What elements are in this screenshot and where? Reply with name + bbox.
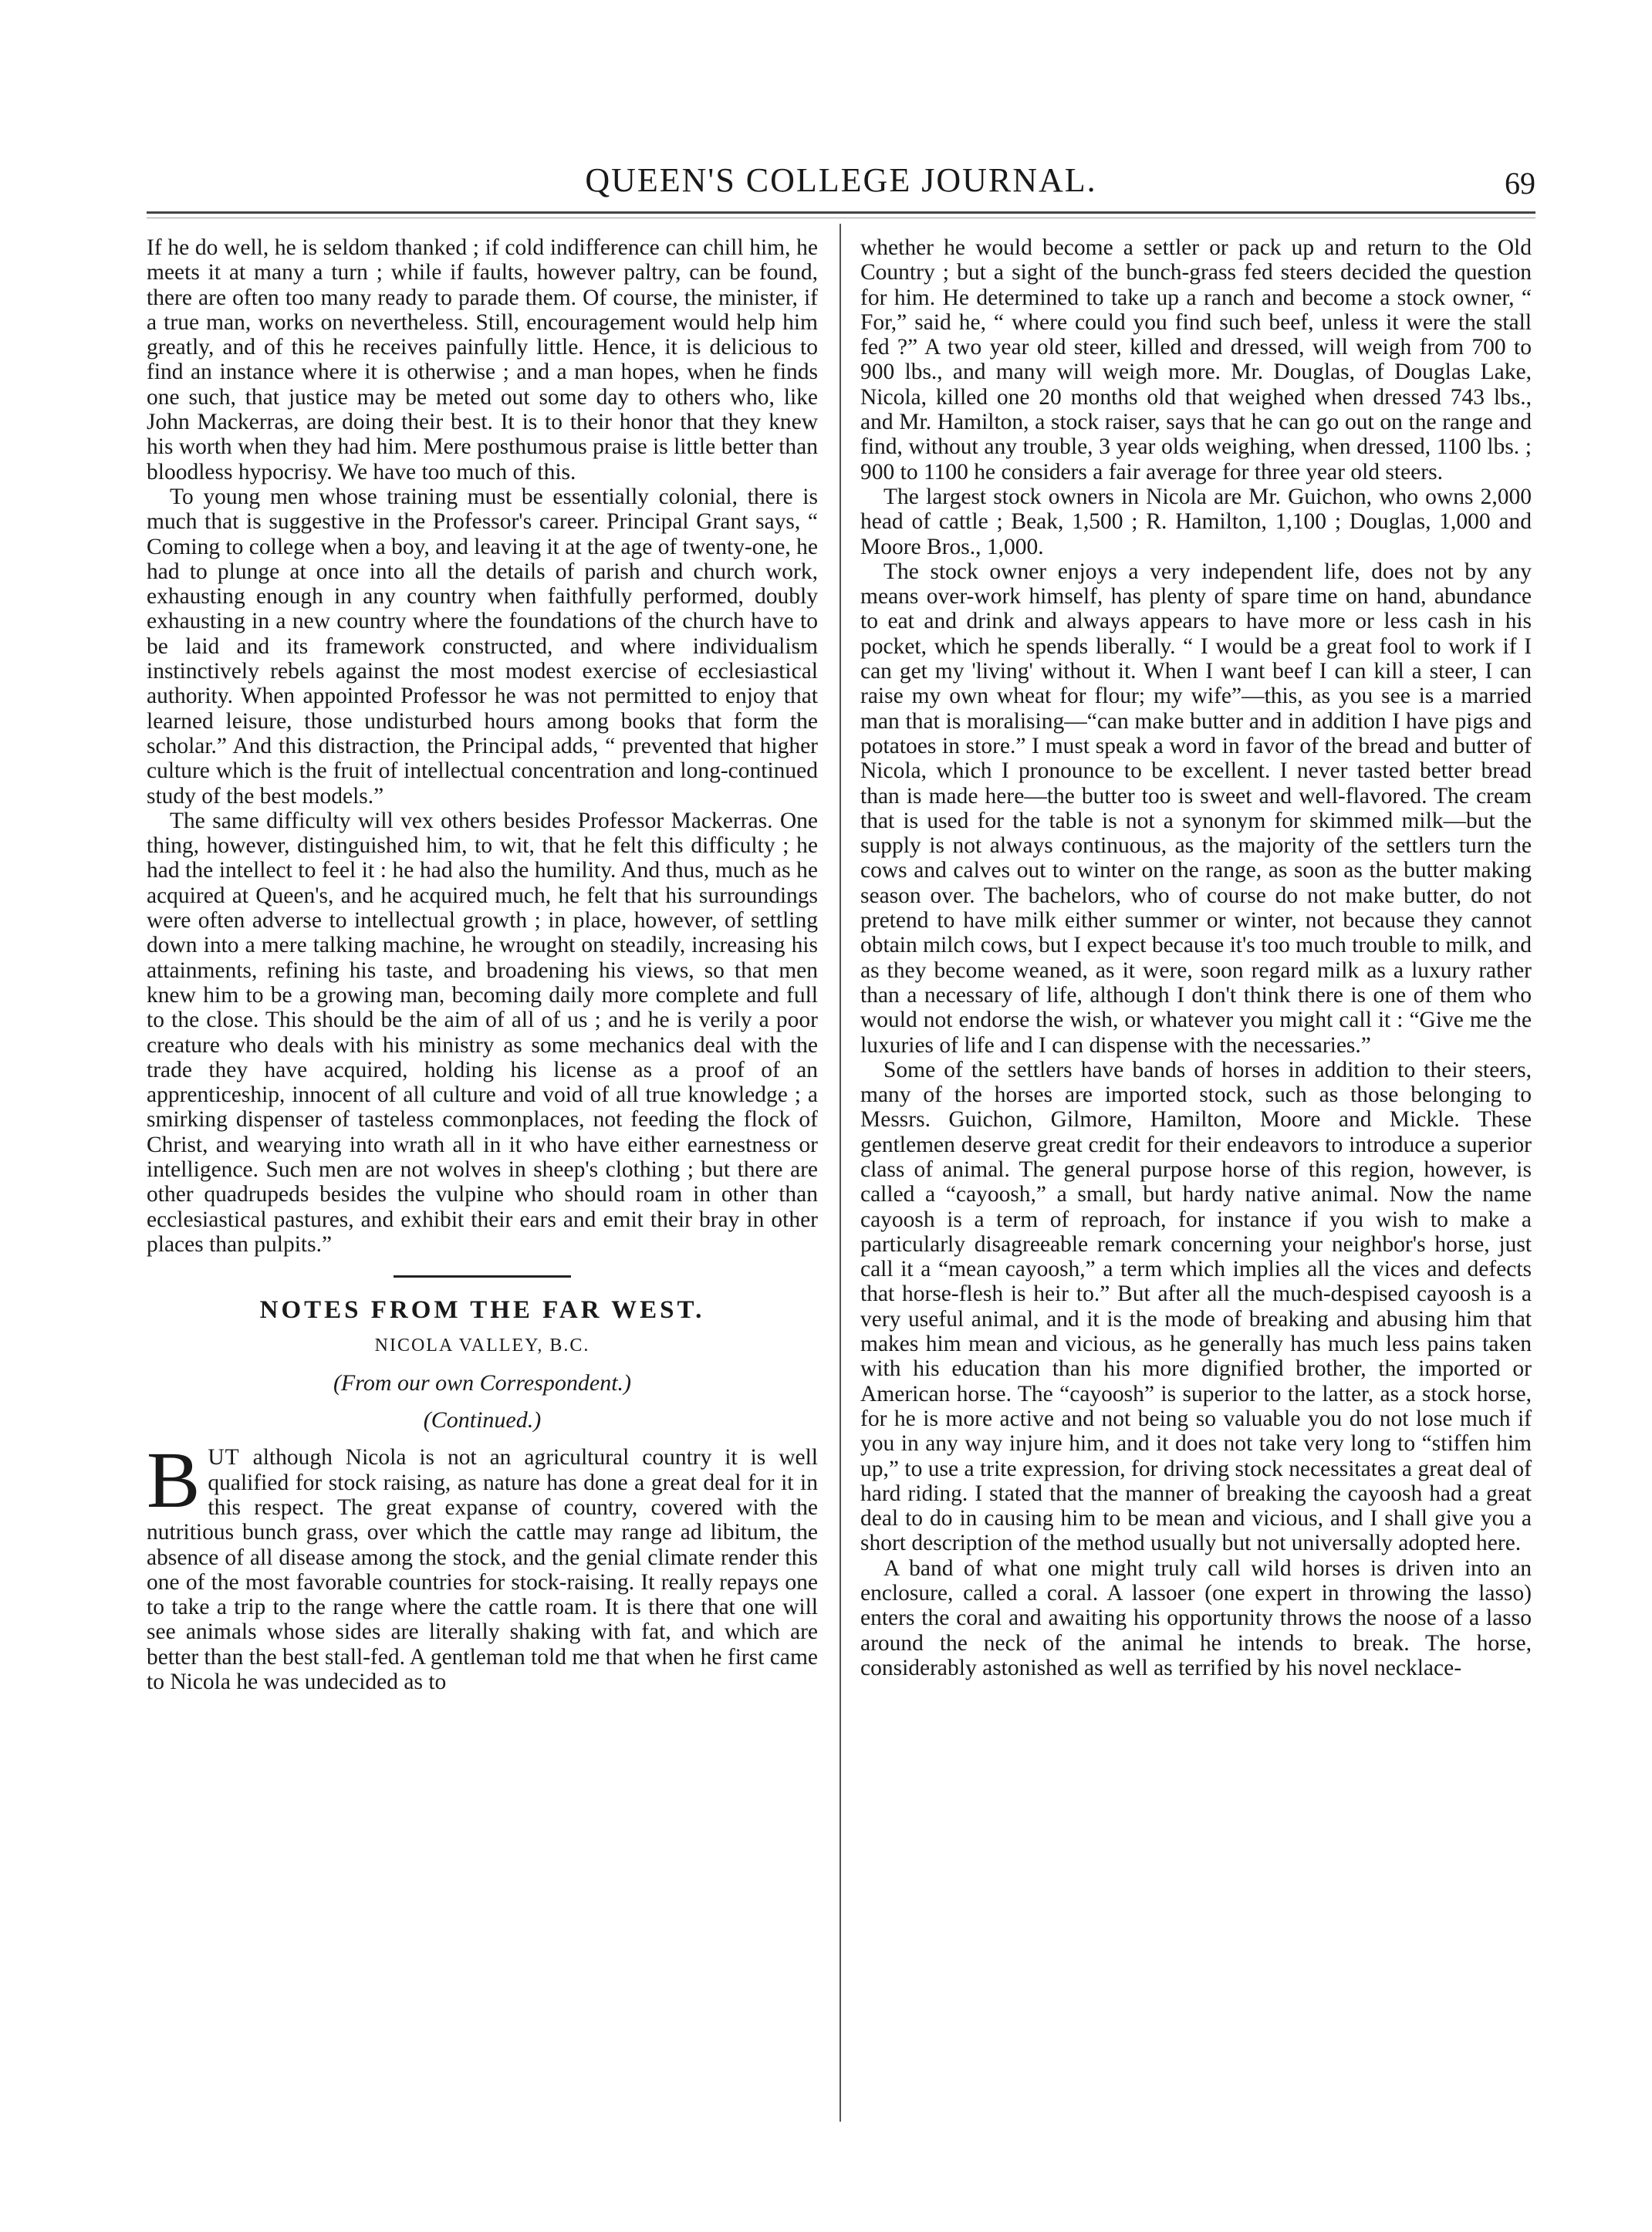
left-column [147,235,818,2180]
article-continued: (Continued.) [423,1407,542,1433]
lead-word: UT [208,1445,240,1471]
paragraph: The stock owner enjoys a very independent life, does not by any means over-work himself, has plenty of spare time on hand, abundance to eat and drink and always appears to have more or less cash in his pocket, which he spends liberally. “ I would be a great fool to work if I can get my 'living' without it. When I want beef I can kill a steer, I can raise my own wheat for flour; my wife”—this, as you see is a married man that is moralising—“can make butter and in addition I have pigs and potatoes in store.” I must speak a word in favor of the bread and butter of Nicola, which I pronounce to be excellent. I never tasted better bread than is made here—the butter too is sweet and well-flavored. The cream that is used for the table is not a synonym for skimmed milk—but the supply is not always continuous, as the majority of the settlers turn the cows and calves out to winter on the range, as soon as the butter making season over. The bachelors, who of course do not make butter, do not pretend to have milk either summer or winter, not because they cannot obtain milch cows, but I expect because it's too much trouble to milk, and as they become weaned, as it were, soon regard milk as a luxury rather than a necessary of life, although I don't think there is one of them who would not endorse the wish, or whatever you might call it : “Give me the luxuries of life and I can dispense with the necessaries.” [860,559,1532,1058]
paragraph: To young men whose training must be essentially colonial, there is much that is suggestive in the Professor's career. Principal Grant says, “ Coming to college when a boy, and leaving it at the age of twenty-one, he had to plunge at once into all the details of parish and church work, exhausting enough in any country when faithfully performed, doubly exhausting in a new country where the foundations of the church have to be laid and its framework constructed, and where individualism instinctively rebels against the most modest exercise of ecclesiastical authority. When appointed Professor he was not permitted to enjoy that learned leisure, those undisturbed hours among books that form the scholar.” And this distraction, the Principal adds, “ prevented that higher culture which is the fruit of intellectual concentration and long-continued study of the best models.” [147,484,818,809]
page-header [147,160,1535,207]
drop-cap: B [147,1436,201,1525]
column-divider [840,224,841,2122]
paragraph-text: although Nicola is not an agricultural country it is well qualified for stock raising, as nature has done a great deal for it in this respect. The great expanse of country, covered with the nutritious bunch grass, over which the cattle may range ad libitum, the absence of all disease among the stock, and the genial climate render this one of the most favorable countries for stock-raising. It really repays one to take a trip to the range where the cattle roam. It is there that one will see animals whose sides are literally shaking with fat, and which are better than the best stall-fed. A gentleman told me that when he first came to Nicola he was undecided as to [147,1445,818,1695]
paragraph: Some of the settlers have bands of horses in addition to their steers, many of the horses are imported stock, such as those belonging to Messrs. Guichon, Gilmore, Hamilton, Moore and Mickle. These gentlemen deserve great credit for their endeavors to introduce a superior class of animal. The general purpose horse of this region, however, is called a “cayoosh,” a small, but hardy native animal. Now the name cayoosh is a term of reproach, for instance if you wish to make a particularly disagreeable remark concerning your neighbor's horse, just call it a “mean cayoosh,” a term which implies all the vices and defects that horse-flesh is heir to.” But after all the much-despised cayoosh is a very useful animal, and it is the mode of breaking and abusing him that makes him mean and vicious, as he generally has much less pains taken with his education than his more dignified brother, the imported or American horse. The “cayoosh” is superior to the latter, as a stock horse, for he is more active and not being so valuable you do not lose much if you in any way injure him, and it does not take very long to “stiffen him up,” to use a trite expression, for driving stock necessitates a great deal of hard riding. I stated that the manner of breaking the cayoosh had a great deal to do in causing him to be mean and vicious, and I shall give you a short description of the method usually but not universally adopted here. [860,1057,1532,1556]
page-number: 69 [1505,166,1535,201]
paragraph: A band of what one might truly call wild horses is driven into an enclosure, called a coral. A lassoer (one expert in throwing the lasso) enters the coral and awaiting his opportunity throws the noose of a lasso around the neck of the animal he intends to break. The horse, considerably astonished as well as terrified by his novel necklace- [860,1555,1532,1680]
right-column [860,235,1532,2180]
article-title: NOTES FROM THE FAR WEST. [259,1296,705,1325]
header-rule [147,211,1535,214]
article-byline: (From our own Correspondent.) [333,1369,632,1396]
article-location: NICOLA VALLEY, B.C. [374,1335,590,1356]
section-rule [394,1275,571,1278]
paragraph: whether he would become a settler or pack up and return to the Old Country ; but a sight of the bunch-grass fed steers decided the question for him. He determined to take up a ranch and become a stock owner, “ For,” said he, “ where could you find such beef, unless it were the stall fed ?” A two year old steer, killed and dressed, will weigh from 700 to 900 lbs., and many will weigh more. Mr. Douglas, of Douglas Lake, Nicola, killed one 20 months old that weighed when dressed 743 lbs., and Mr. Hamilton, a stock raiser, says that he can go out on the range and find, without any trouble, 3 year olds weighing, when dressed, 1100 lbs. ; 900 to 1100 he considers a fair average for three year old steers. [860,235,1532,485]
article-first-paragraph [147,1436,818,1695]
journal-title: QUEEN'S COLLEGE JOURNAL. [585,161,1097,199]
paragraph: The same difficulty will vex others besides Professor Mackerras. One thing, however, distinguished him, to wit, that he felt this difficulty ; he had the intellect to feel it : he had also the humility. And thus, much as he acquired at Queen's, and he acquired much, he felt that his surroundings were often adverse to intellectual growth ; in place, however, of settling down into a mere talking machine, he wrought on steadily, increasing his attainments, refining his taste, and broadening his views, so that men knew him to be a growing man, becoming daily more complete and full to the close. This should be the aim of all of us ; and he is verily a poor creature who deals with his ministry as some mechanics deal with the trade they have acquired, holding his license as a proof of an apprenticeship, innocent of all culture and void of all true knowledge ; a smirking dispenser of tasteless commonplaces, not feeding the flock of Christ, and wearying into wrath all in it who have either earnestness or intelligence. Such men are not wolves in sheep's clothing ; but there are other quadrupeds besides the vulpine who should roam in other than ecclesiastical pastures, and exhibit their ears and emit their bray in other places than pulpits.” [147,808,818,1257]
paragraph: The largest stock owners in Nicola are Mr. Guichon, who owns 2,000 head of cattle ; Beak, 1,500 ; R. Hamilton, 1,100 ; Douglas, 1,000 and Moore Bros., 1,000. [860,484,1532,559]
paragraph: If he do well, he is seldom thanked ; if cold indifference can chill him, he meets it at many a turn ; while if faults, however paltry, can be found, there are often too many ready to parade them. Of course, the minister, if a true man, works on nevertheless. Still, encouragement would help him greatly, and of this he receives painfully little. Hence, it is delicious to find an instance where it is otherwise ; and a man hopes, when he finds one such, that justice may be meted out some day to others who, like John Mackerras, are doing their best. It is to their honor that they knew his worth when they had him. Mere posthumous praise is little better than bloodless hypocrisy. We have too much of this. [147,235,818,485]
